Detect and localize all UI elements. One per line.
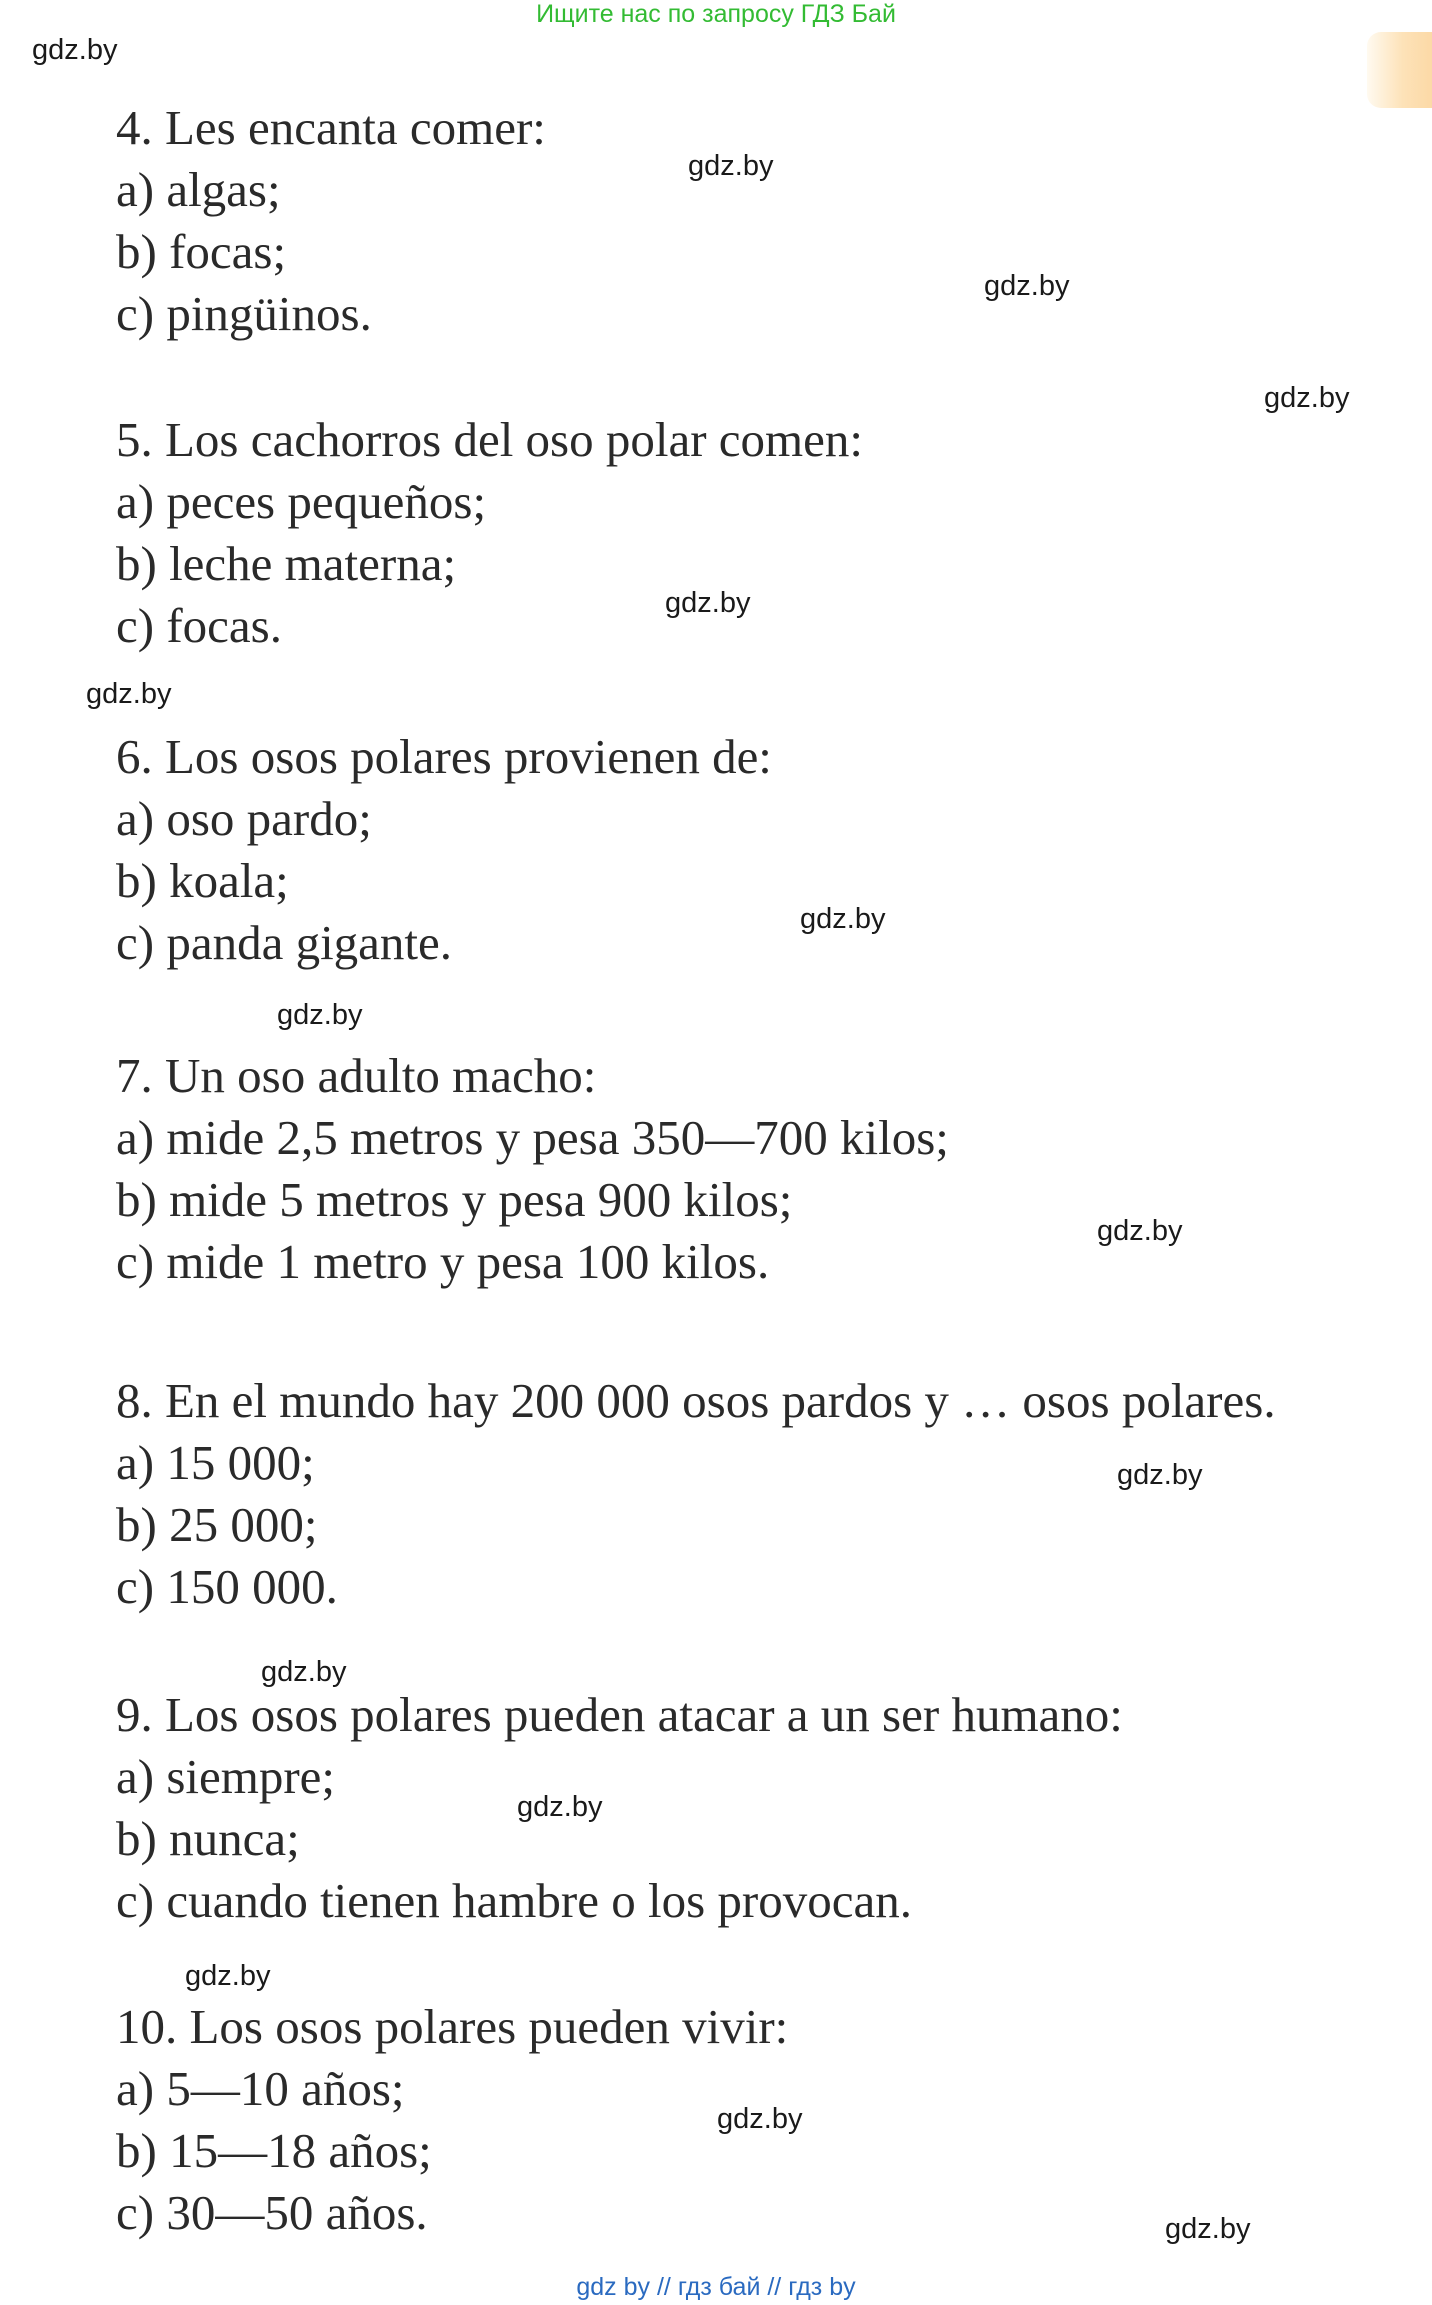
option-b: b) 15—18 años;: [116, 2123, 432, 2178]
option-a: a) mide 2,5 metros y pesa 350—700 kilos;: [116, 1110, 949, 1165]
option-c: c) focas.: [116, 598, 282, 653]
watermark: gdz.by: [1117, 1459, 1203, 1491]
watermark: gdz.by: [665, 587, 751, 619]
option-c: c) 30—50 años.: [116, 2185, 428, 2240]
option-a: a) 15 000;: [116, 1435, 315, 1490]
question-5: [116, 409, 863, 657]
watermark: gdz.by: [800, 903, 886, 935]
option-b: b) focas;: [116, 224, 287, 279]
option-b: b) mide 5 metros y pesa 900 kilos;: [116, 1172, 793, 1227]
option-a: a) siempre;: [116, 1749, 336, 1804]
option-b: b) leche materna;: [116, 536, 457, 591]
question-text: 5. Los cachorros del oso polar comen:: [116, 412, 864, 467]
watermark: gdz.by: [185, 1960, 271, 1992]
watermark: gdz.by: [1097, 1215, 1183, 1247]
question-8: [116, 1370, 1276, 1618]
option-c: c) panda gigante.: [116, 915, 453, 970]
option-c: c) 150 000.: [116, 1559, 338, 1614]
option-c: c) pingüinos.: [116, 286, 372, 341]
question-text: 9. Los osos polares pueden atacar a un ser humano:: [116, 1687, 1123, 1742]
option-a: a) peces pequeños;: [116, 474, 487, 529]
option-c: c) cuando tienen hambre o los provocan.: [116, 1873, 912, 1928]
question-9: [116, 1684, 1123, 1932]
page-corner-tab: [1367, 32, 1432, 108]
watermark: gdz.by: [688, 150, 774, 182]
option-a: a) oso pardo;: [116, 791, 372, 846]
question-6: [116, 726, 772, 974]
option-b: b) nunca;: [116, 1811, 300, 1866]
question-text: 7. Un oso adulto macho:: [116, 1048, 597, 1103]
watermark: gdz.by: [32, 34, 118, 66]
watermark: gdz.by: [517, 1791, 603, 1823]
question-7: [116, 1045, 949, 1293]
question-text: 6. Los osos polares provienen de:: [116, 729, 772, 784]
question-text: 8. En el mundo hay 200 000 osos pardos y … osos polares.: [116, 1373, 1276, 1428]
question-4: [116, 97, 546, 345]
site-search-hint[interactable]: Ищите нас по запросу ГДЗ Бай: [536, 0, 896, 28]
watermark: gdz.by: [717, 2103, 803, 2135]
watermark: gdz.by: [86, 678, 172, 710]
option-c: c) mide 1 metro y pesa 100 kilos.: [116, 1234, 770, 1289]
watermark: gdz.by: [984, 270, 1070, 302]
watermark: gdz.by: [261, 1656, 347, 1688]
option-a: a) 5—10 años;: [116, 2061, 405, 2116]
question-text: 10. Los osos polares pueden vivir:: [116, 1999, 789, 2054]
question-text: 4. Les encanta comer:: [116, 100, 546, 155]
question-10: [116, 1996, 788, 2244]
watermark: gdz.by: [1264, 382, 1350, 414]
option-b: b) koala;: [116, 853, 289, 908]
option-b: b) 25 000;: [116, 1497, 318, 1552]
watermark: gdz.by: [277, 999, 363, 1031]
watermark: gdz.by: [1165, 2213, 1251, 2245]
footer-links[interactable]: gdz by // гдз бай // гдз by: [576, 2273, 856, 2301]
option-a: a) algas;: [116, 162, 281, 217]
